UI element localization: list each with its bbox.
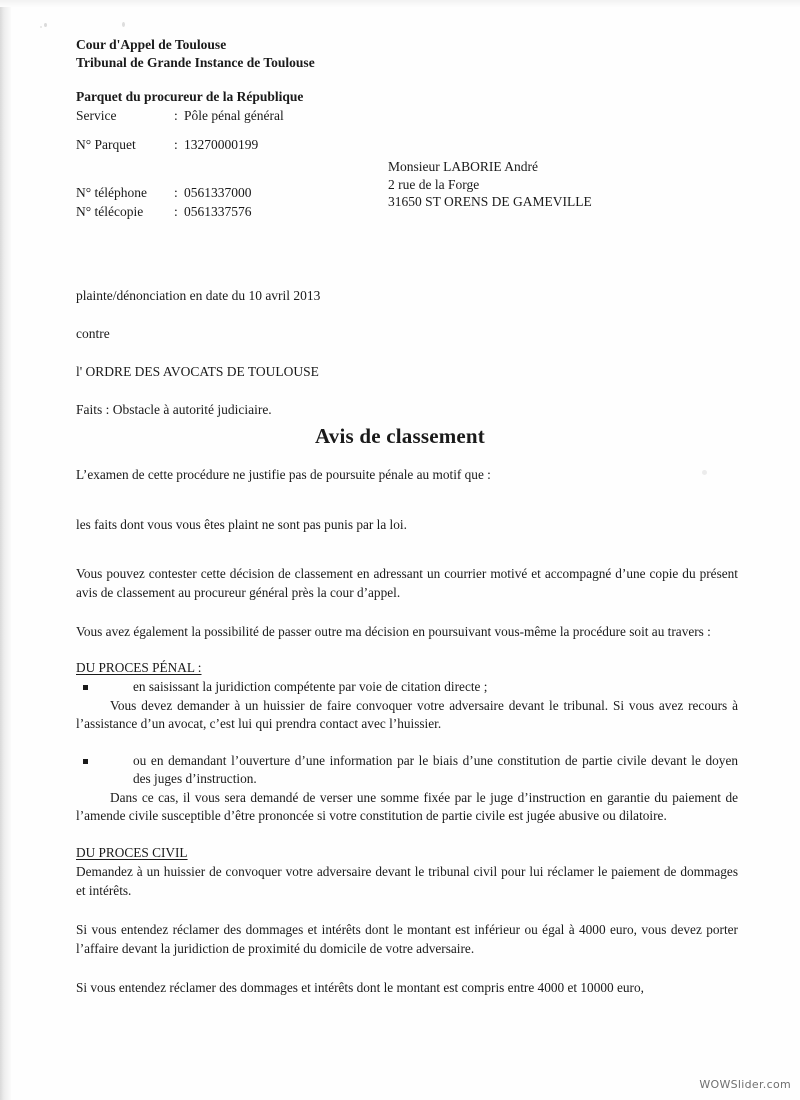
opening-statement: L’examen de cette procédure ne justifie pas de poursuite pénale au motif que : [76,467,491,482]
complaint-date-line: plainte/dénonciation en date du 10 avril 2013 [76,288,321,303]
civil-section-heading-text: DU PROCES CIVIL [76,844,188,860]
recipient-street: 2 rue de la Forge [388,176,480,192]
court-name-appeal: Cour d'Appel de Toulouse [76,37,227,52]
phone-colon: : [174,185,178,200]
square-bullet-icon [83,759,88,764]
penal-section-heading-text: DU PROCES PÉNAL : [76,659,202,675]
square-bullet-icon [83,685,88,690]
case-reference-block [76,288,696,418]
alternative-paragraph: Vous avez également la possibilité de passer outre ma décision en poursuivant vous-même la procédure soit au travers : [76,624,711,639]
defendant-name: l' ORDRE DES AVOCATS DE TOULOUSE [76,364,319,379]
penal-bullet-1-text: en saisissant la juridiction compétente par voie de citation directe ; [133,679,488,694]
letterhead [76,36,496,72]
fax-label: N° télécopie [76,204,144,219]
spacer [76,826,738,844]
fax-colon: : [174,204,178,219]
penal-bullet-1 [76,678,738,697]
civil-section-heading [76,844,738,863]
document-body [76,466,738,1019]
service-label: Service [76,108,117,123]
recipient-city: 31650 ST ORENS DE GAMEVILLE [388,194,592,209]
parquet-label: N° Parquet [76,137,136,152]
parquet-reference-row [76,135,258,154]
spacer [76,734,738,752]
service-row [76,106,506,125]
recipient-address-block [388,158,718,211]
watermark: WOWSlider.com [699,1078,791,1091]
department-title: Parquet du procureur de la République [76,89,304,104]
recipient-name: Monsieur LABORIE André [388,159,538,174]
parquet-row [76,135,258,154]
service-value: Pôle pénal général [184,108,284,123]
fax-row [76,202,252,221]
appeal-paragraph: Vous pouvez contester cette décision de classement en adressant un courrier motivé et accompagné d’une copie du présent avis de classement au procureur général près la cour d’appel. [76,566,738,600]
service-colon: : [174,108,178,123]
contact-reference-block [76,183,252,221]
document-title: Avis de classement [314,424,486,448]
fax-value: 0561337576 [184,204,252,219]
phone-row [76,183,252,202]
against-label: contre [76,326,110,341]
parquet-value: 13270000199 [184,137,259,152]
facts-line: Faits : Obstacle à autorité judiciaire. [76,402,272,417]
penal-bullet-1-body: Vous devez demander à un huissier de faire convoquer votre adversaire devant le tribunal. Si vous avez recours à l’assistance d’un avocat, c’est lui qui prendra contact avec l’huissier. [76,697,738,731]
penal-bullet-2 [76,752,738,789]
closure-reason: les faits dont vous vous êtes plaint ne sont pas punis par la loi. [76,516,407,532]
phone-label: N° téléphone [76,185,148,200]
civil-intro-paragraph: Demandez à un huissier de convoquer votre adversaire devant le tribunal civil pour lui réclamer le paiement de dommages et intérêts. [76,864,738,898]
civil-threshold-low-paragraph: Si vous entendez réclamer des dommages et intérêts dont le montant est inférieur ou égal à 4000 euro, vous devez porter l’affaire devant la juridiction de proximité du domicile de votre adversaire. [76,922,738,956]
court-name-tgi: Tribunal de Grande Instance de Toulouse [76,55,315,70]
penal-bullet-2-text: ou en demandant l’ouverture d’une information par le biais d’une constitution de partie civile devant le doyen des juges d’instruction. [133,752,738,786]
penal-bullet-2-body: Dans ce cas, il vous sera demandé de verser une somme fixée par le juge d’instruction en garantie du paiement de l’amende civile susceptible d’être prononcée si votre constitution de partie civile est jugée abusive ou dilatoire. [76,789,738,823]
phone-value: 0561337000 [184,185,252,200]
penal-section-heading [76,659,738,678]
department-block [76,88,506,125]
civil-threshold-mid-paragraph: Si vous entendez réclamer des dommages et intérêts dont le montant est compris entre 4000 et 10000 euro, [76,980,644,995]
parquet-colon: : [174,137,178,152]
